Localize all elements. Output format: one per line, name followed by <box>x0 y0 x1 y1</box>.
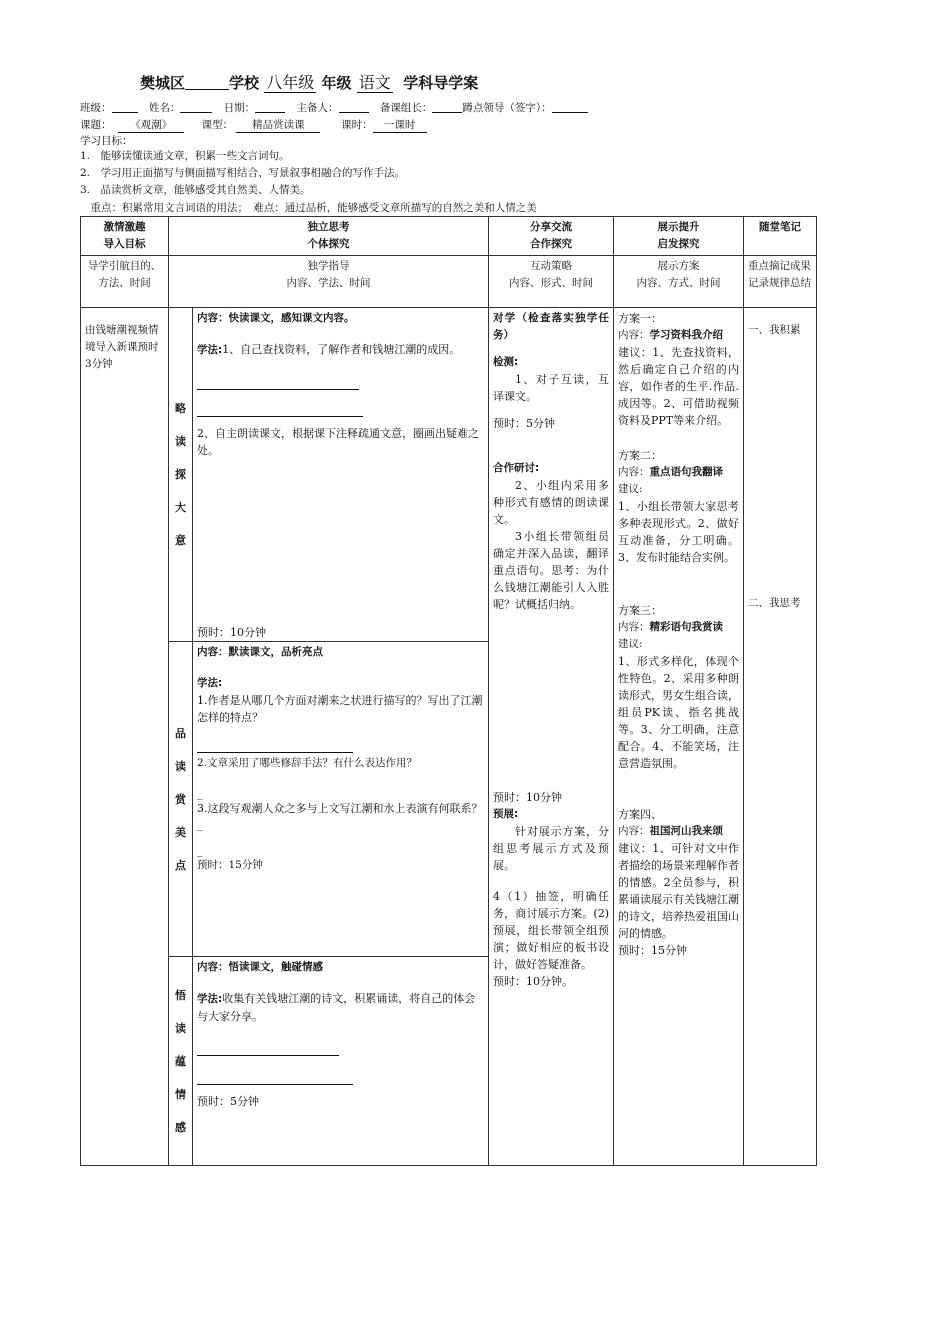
intro-cell: 由钱塘潮视频情境导入新课预时3分钟 <box>81 308 169 1166</box>
plan-3-sugg: 建议: <box>618 638 643 650</box>
col3-coop-1: 2、小组内采用多种形式有感情的朗读课文。 <box>493 479 609 526</box>
date-label: 日期： <box>223 102 256 114</box>
type-value: 精品赏读课 <box>236 118 320 133</box>
plan-2-content: 内容：重点语句我翻译 <box>618 466 723 478</box>
plan-4-title: 方案四、 <box>618 808 662 821</box>
col3-step-4: 4（1）抽签，明确任务，商讨展示方案。(2)预展，组长带领全组预演；做好相应的板书设计，做好答疑准备。 <box>493 890 609 971</box>
col3-check-label: 检测: <box>493 356 519 368</box>
s1-blank-2 <box>197 402 363 417</box>
header-col-3: 分享交流 合作探究 <box>489 217 614 256</box>
s3-content: 内容：悟读课文，触碰情感 <box>197 961 323 973</box>
topic-label: 课题： <box>80 119 112 131</box>
col3-time-1: 预时：5分钟 <box>493 417 555 430</box>
plan-1-title: 方案一： <box>618 312 662 325</box>
goal-2: 2. 学习用正面描写与侧面描写相结合、写景叙事相融合的写作手法。 <box>80 167 406 179</box>
school-blank <box>185 75 229 90</box>
col3-time-2: 预时：10分钟 <box>493 791 562 804</box>
s3-blank-1 <box>197 1041 339 1056</box>
subheader-col-5: 重点摘记成果记录规律总结 <box>744 256 817 308</box>
plan-3-title: 方案三： <box>618 604 662 617</box>
header-col-1: 激情激趣 导入目标 <box>81 217 169 256</box>
goals-title: 学习目标： <box>80 135 133 147</box>
period-value: 一课时 <box>373 118 427 133</box>
school-label: 学校 <box>229 74 260 92</box>
s2-dash-3: _ <box>197 844 203 857</box>
grade-value: 八年级 <box>266 73 315 92</box>
s2-dash-2: _ <box>197 818 203 831</box>
name-blank <box>180 101 212 113</box>
plan-2-title: 方案二： <box>618 449 662 462</box>
s3-time: 预时：5分钟 <box>197 1095 259 1108</box>
stage-label-3: 悟 读 蕴 情 感 <box>169 957 193 1166</box>
header-col-2: 独立思考 个体探究 <box>169 217 489 256</box>
name-label: 姓名： <box>148 102 181 114</box>
class-blank <box>112 101 138 113</box>
stage-2-content <box>193 642 489 957</box>
plan-3-text: 1、形式多样化，体现个性特色。2、采用多种朗读形式，男女生组合读，组员PK读、指名挑战等。3、分工明确，注意配合。4、不能笑场，注意营造氛围。 <box>618 655 739 770</box>
col3-coop-label: 合作研讨: <box>493 462 540 474</box>
s2-question-3: 3.这段写观潮人众之多与上文写江潮和水上表演有何联系？ <box>197 802 483 815</box>
stage-1-content <box>193 308 489 642</box>
supervisor-label: 蹲点领导（签字）： <box>462 102 552 114</box>
plan-4-time: 预时：15分钟 <box>618 944 687 957</box>
stage-label-2: 品 读 赏 美 点 <box>169 642 193 957</box>
info-line-1 <box>80 101 596 115</box>
page-title <box>140 72 478 93</box>
plan-2-sugg: 建议: <box>618 483 643 495</box>
preparer-blank <box>339 101 369 113</box>
s2-method-label: 学法: <box>197 677 223 689</box>
header-row <box>81 217 817 256</box>
stage-label-1: 略 读 探 大 意 <box>169 308 193 642</box>
plan-2-text: 1、小组长带领大家思考多种表现形式。2、做好互动准备，分工明确。3、发布时能结合实例。 <box>618 500 739 564</box>
district-label: 樊城区 <box>140 74 186 92</box>
s2-time: 预时：15分钟 <box>197 859 263 871</box>
col3-cell <box>489 308 614 1166</box>
col3-time-3: 预时：10分钟。 <box>493 975 573 988</box>
note-think: 二、我思考 <box>748 597 801 609</box>
s2-question-1: 1.作者是从哪几个方面对潮来之状进行描写的？写出了江潮怎样的特点？ <box>197 694 483 724</box>
goal-3: 3. 品读赏析文章，能够感受其自然美、人情美。 <box>80 184 311 196</box>
plan-4-text: 建议：1、可针对文中作者描绘的场景来理解作者的情感。2全员参与，积累诵读展示有关钱塘江潮的诗文，培养热爱祖国山河的情感。 <box>618 842 739 940</box>
subheader-col-2: 独学指导 内容、学法、时间 <box>169 256 489 308</box>
plan-1-content: 内容：学习资料我介绍 <box>618 329 723 341</box>
supervisor-blank <box>552 101 588 113</box>
subheader-col-4: 展示方案 内容、方式、时间 <box>614 256 744 308</box>
plan-3-content: 内容：精彩语句我赏读 <box>618 621 723 633</box>
notes-cell <box>744 308 817 1166</box>
s2-content: 内容：默读课文，品析亮点 <box>197 646 323 658</box>
col3-pair-study: 对学（检查落实独学任务） <box>493 312 609 341</box>
s1-content: 内容：快读课文，感知课文内容。 <box>197 312 355 324</box>
date-blank <box>255 101 285 113</box>
leader-label: 备课组长： <box>379 102 433 114</box>
s1-blank-1 <box>197 375 359 390</box>
stage-3-content <box>193 957 489 1166</box>
goal-1: 1. 能够读懂读通文章，积累一些文言词句。 <box>80 150 290 162</box>
header-col-4: 展示提升 启发探究 <box>614 217 744 256</box>
topic-value: 《观潮》 <box>118 118 184 133</box>
stage-row-1 <box>81 308 817 642</box>
s1-task2: 2、自主朗读课文，根据课下注释疏通文意，圈画出疑难之处。 <box>197 427 479 457</box>
s3-method: 学法:收集有关钱塘江潮的诗文，积累诵读，将自己的体会与大家分享。 <box>197 992 476 1023</box>
s3-blank-2 <box>197 1070 353 1085</box>
col3-preview-text: 针对展示方案，分组思考展示方式及预展。 <box>493 825 609 872</box>
subheader-col-1: 导学引航目的、方法、时间 <box>81 256 169 308</box>
s2-question-2: 2.文章采用了哪些修辞手法？有什么表达作用？ <box>197 757 418 769</box>
info-line-2 <box>80 118 431 133</box>
plan-1-text: 建议：1、先查找资料，然后确定自己介绍的内容，如作者的生平.作品.成因等。2、可借助视频资料及PPT等来介绍。 <box>618 346 739 427</box>
s2-dash-1: _ <box>197 787 203 800</box>
subheader-row <box>81 256 817 308</box>
type-label: 课型： <box>201 119 234 131</box>
preparer-label: 主备人： <box>296 102 339 114</box>
class-label: 班级： <box>80 102 112 114</box>
s1-time: 预时：10分钟 <box>197 626 266 639</box>
focus-line: 重点：积累常用文言词语的用法； 难点：通过品析，能够感受文章所描写的自然之美和人情之美 <box>80 202 537 214</box>
study-plan-table <box>80 216 817 1166</box>
col3-coop-2: 3小组长带领组员确定并深入品读，翻译重点语句。思考：为什么钱塘江潮能引人入胜呢？试概括归纳。 <box>493 530 609 611</box>
s2-blank-1 <box>197 738 353 753</box>
subheader-col-3: 互动策略 内容、形式、时间 <box>489 256 614 308</box>
period-label: 课时： <box>341 119 373 131</box>
plan-4-content: 内容：祖国河山我来颂 <box>618 825 723 837</box>
s1-method: 学法:1、自己查找资料，了解作者和钱塘江潮的成因。 <box>197 343 461 356</box>
col4-cell <box>614 308 744 1166</box>
col3-check-text: 1、对子互读，互译课文。 <box>493 373 609 403</box>
subject-value: 语文 <box>358 73 391 92</box>
note-accumulate: 一、我积累 <box>748 324 801 336</box>
subject-label: 学科导学案 <box>403 74 479 92</box>
header-col-5: 随堂笔记 <box>744 217 817 256</box>
grade-label: 年级 <box>321 74 352 92</box>
leader-blank <box>432 101 462 113</box>
col3-preview-label: 预展: <box>493 808 519 820</box>
